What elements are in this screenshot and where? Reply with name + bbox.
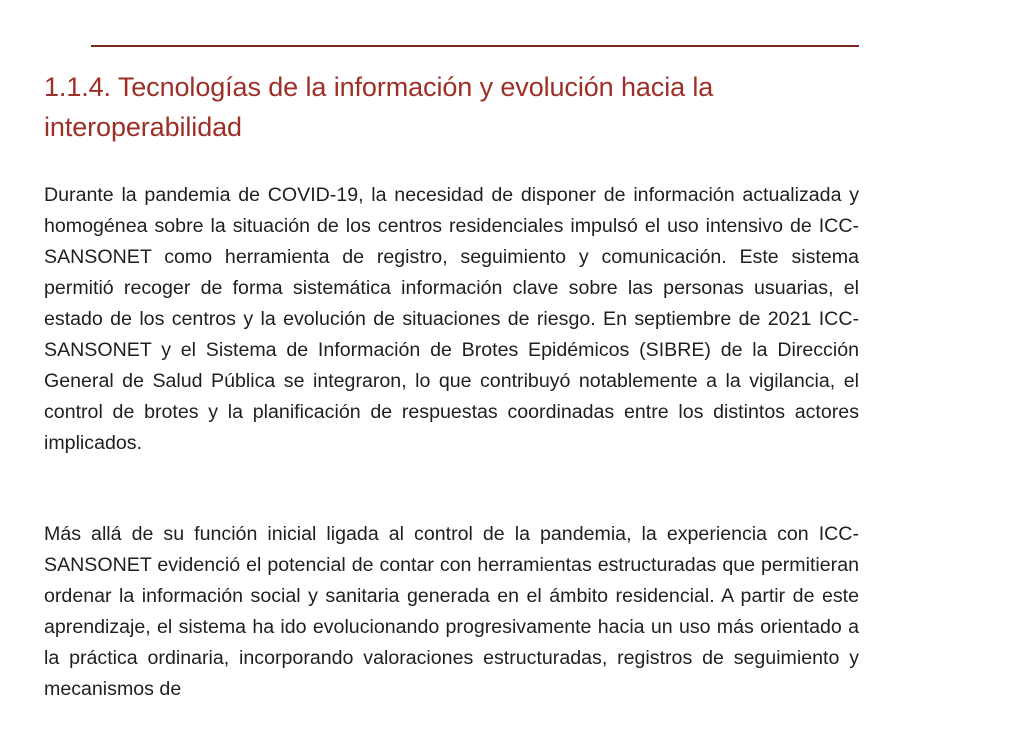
paragraph-1: Durante la pandemia de COVID-19, la necesidad de disponer de información actualizada y homogénea sobre la situación de los centros residenciales impulsó el uso intensivo de ICC-SANSONET como herramienta de registro, seguimiento y comunicación. Este sistema permitió recoger de forma sistemática información clave sobre las personas usuarias, el estado de los centros y la evolución de situaciones de riesgo. En septiembre de 2021 ICC-SANSONET y el Sistema de Información de Brotes Epidémicos (SIBRE) de la Dirección General de Salud Pública se integraron, lo que contribuyó notablemente a la vigilancia, el control de brotes y la planificación de respuestas coordinadas entre los distintos actores implicados. (44, 184, 859, 454)
section-divider (91, 45, 859, 47)
section-heading: 1.1.4. Tecnologías de la información y evolución hacia la interoperabilidad (44, 72, 714, 142)
paragraph-2: Más allá de su función inicial ligada al control de la pandemia, la experiencia con ICC-SANSONET evidenció el potencial de contar con herramientas estructuradas que permitieran ordenar la información social y sanitaria generada en el ámbito residencial. A partir de este aprendizaje, el sistema ha ido evolucionando progresivamente hacia un uso más orientado a la práctica ordinaria, incorporando valoraciones estructuradas, registros de seguimiento y mecanismos de (44, 523, 859, 700)
